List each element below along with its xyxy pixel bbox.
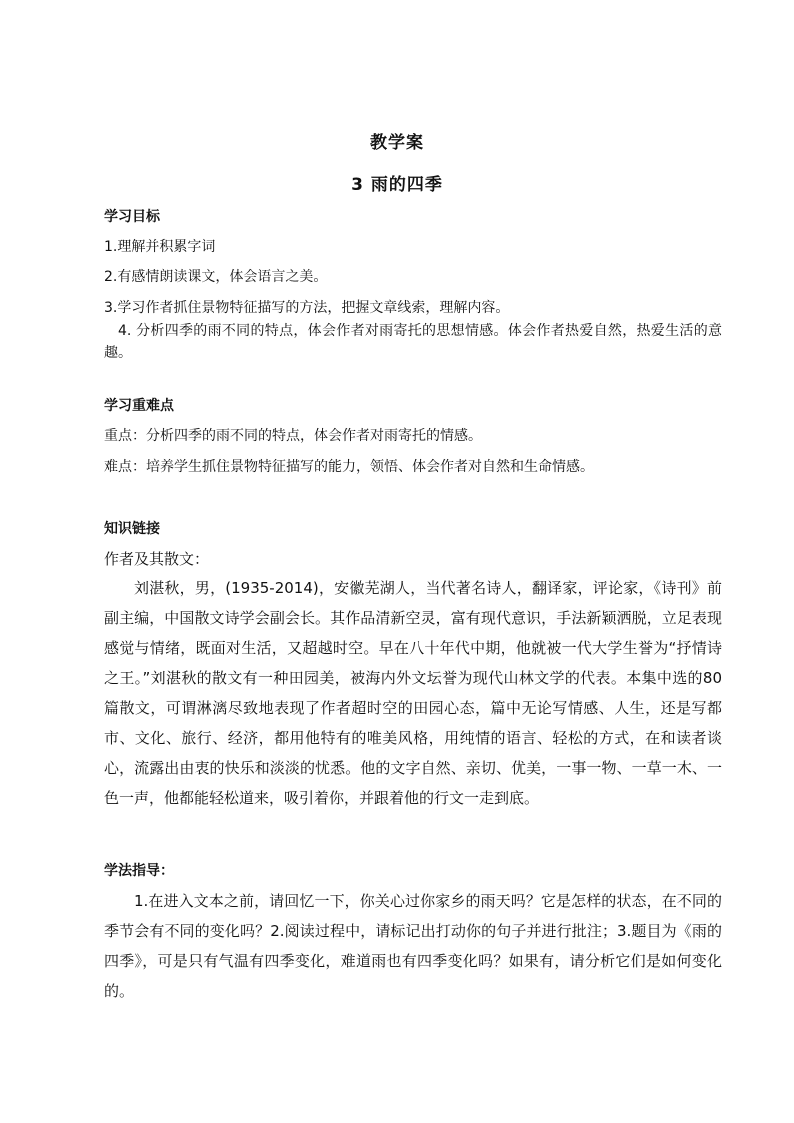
knowledge-heading: 知识链接 (104, 521, 160, 537)
knowledge-intro: 作者及其散文： (104, 550, 210, 568)
author-bio-paragraph: 刘湛秋，男，(1935-2014)，安徽芜湖人，当代著名诗人，翻译家，评论家，《诗刊》前副主编，中国散文诗学会副会长。其作品清新空灵，富有现代意识，手法新颖洒脱，立足表现感觉与情绪，既面对生活，又超越时空。早在八十年代中期，他就被一代大学生誉为“抒情诗之王。”刘湛秋的散文有一种田园美，被海内外文坛誉为现代山林文学的代表。本集中选的80篇散文，可谓淋漓尽致地表现了作者超时空的田园心态，篇中无论写情感、人生，还是写都市、文化、旅行、经济，都用他特有的唯美风格，用纯情的语言、轻松的方式，在和读者谈心，流露出由衷的快乐和淡淡的忧悉。他的文字自然、亲切、优美，一事一物、一草一木、一色一声，他都能轻松道来，吸引着你，并跟着他的行文一走到底。 (104, 579, 722, 807)
lesson-title: 3 雨的四季 (351, 175, 443, 195)
goal-item-3: 3.学习作者抓住景物特征描写的方法，把握文章线索，理解内容。 (104, 300, 510, 316)
keypoint-difficulty: 难点：培养学生抓住景物特征描写的能力，领悟、体会作者对自然和生命情感。 (104, 459, 594, 475)
method-heading: 学法指导： (104, 863, 174, 879)
goals-heading: 学习目标 (104, 209, 160, 225)
goal-item-4: 4. 分析四季的雨不同的特点，体会作者对雨寄托的思想情感。体会作者热爱自然，热爱生活的意趣。 (104, 323, 722, 361)
keypoint-focus: 重点：分析四季的雨不同的特点，体会作者对雨寄托的情感。 (104, 428, 482, 444)
keypoints-heading: 学习重难点 (104, 398, 174, 414)
method-paragraph: 1.在进入文本之前，请回忆一下，你关心过你家乡的雨天吗？它是怎样的状态，在不同的季节会有不同的变化吗？2.阅读过程中，请标记出打动你的句子并进行批注；3.题目为《雨的四季》，可是只有气温有四季变化，难道雨也有四季变化吗？如果有，请分析它们是如何变化的。 (104, 892, 722, 1000)
document-title: 教学案 (370, 133, 424, 153)
goal-item-2: 2.有感情朗读课文，体会语言之美。 (104, 269, 328, 285)
goal-item-1: 1.理解并积累字词 (104, 239, 216, 255)
